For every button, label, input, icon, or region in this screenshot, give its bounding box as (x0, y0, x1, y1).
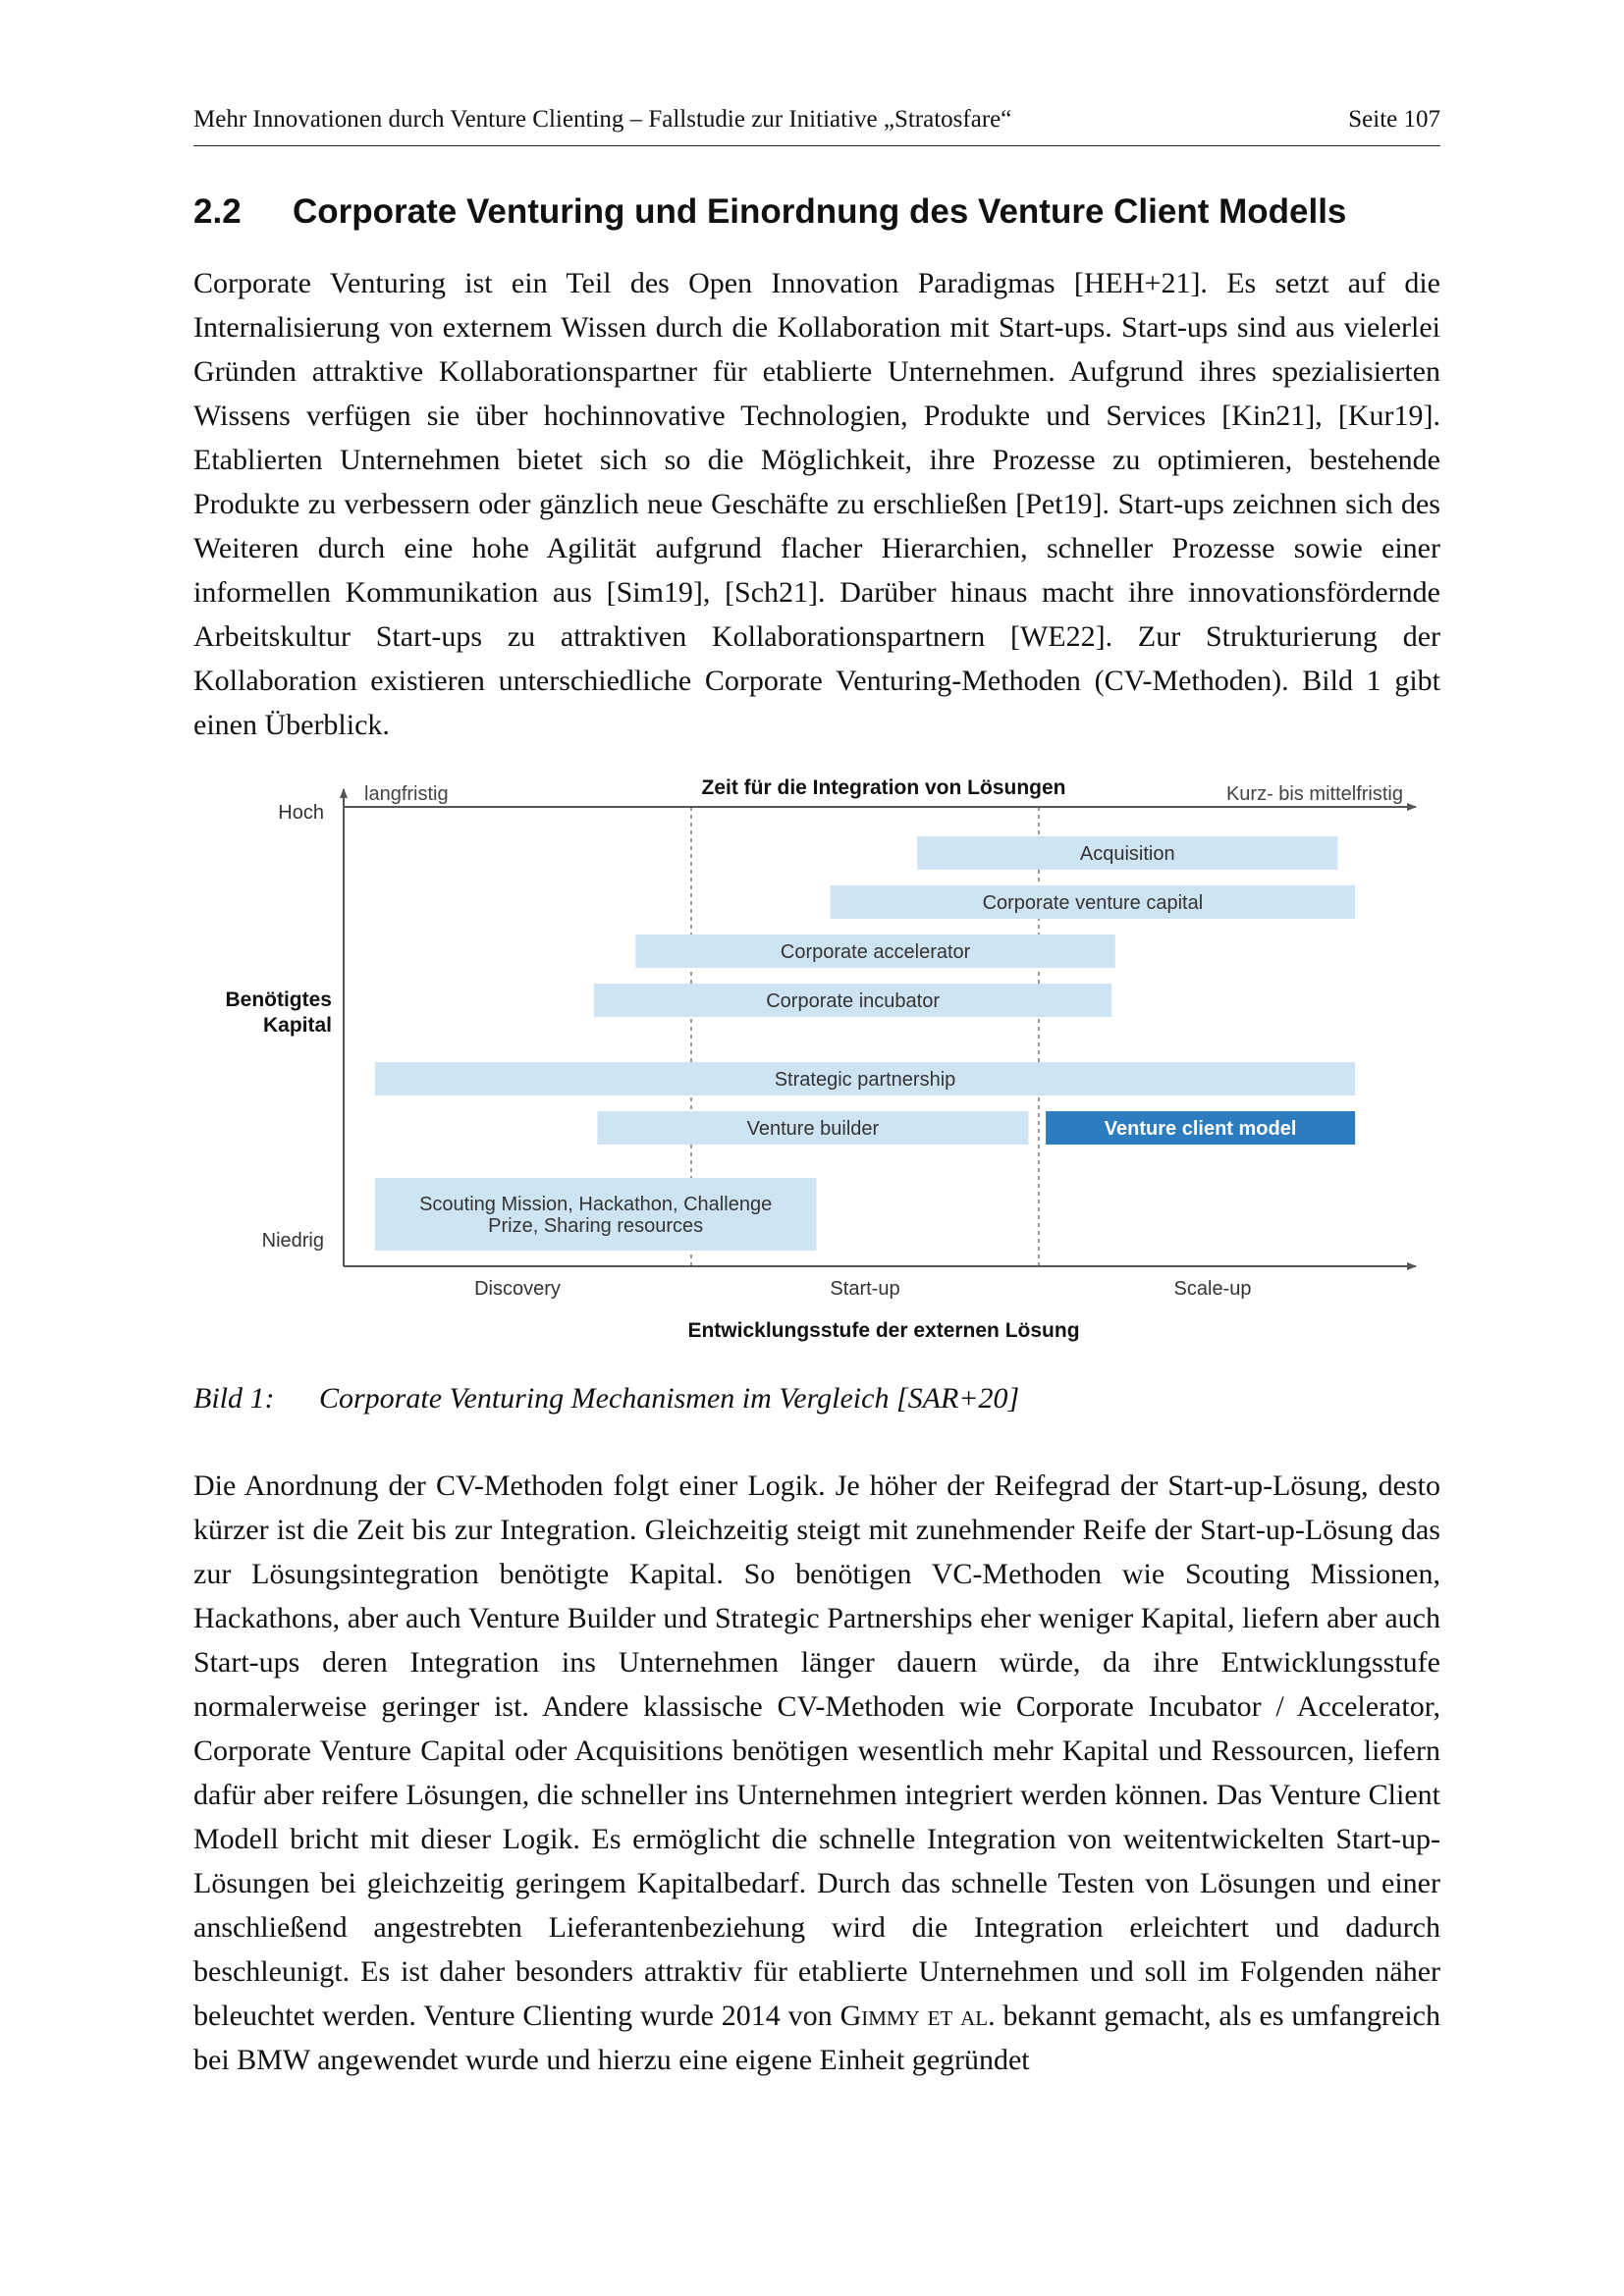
caption-text: Corporate Venturing Mechanismen im Vergleich [SAR+20] (319, 1382, 1020, 1415)
running-header (193, 106, 1440, 146)
paragraph-analysis-text: Die Anordnung der CV-Methoden folgt einer Logik. Je höher der Reifegrad der Start-up-Lösung, desto kürzer ist die Zeit bis zur Integration. Gleichzeitig steigt mit zunehmender Reife der Start-up-Lösung das zur Lösungsintegration benötigte Kapital. So benötigen VC-Methoden wie Scouting Missionen, Hackathons, aber auch Venture Builder und Strategic Partnerships eher weniger Kapital, liefern aber auch Start-ups deren Integration ins Unternehmen länger dauern würde, da ihre Entwicklungsstufe normalerweise geringer ist. Andere klassische CV-Methoden wie Corporate Incubator / Accelerator, Corporate Venture Capital oder Acquisitions benötigen wesentlich mehr Kapital und Ressourcen, liefern dafür aber reifere Lösungen, die schneller ins Unternehmen integriert werden können. Das Venture Client Modell bricht mit dieser Logik. Es ermöglicht die schnelle Integration von weitentwickelten Start-up-Lösungen bei gleichzeitig geringem Kapitalbedarf. Durch das schnelle Testen von Lösungen und einer anschließend angestrebten Lieferantenbeziehung wird die Integration erleichtert und dadurch beschleunigt. Es ist daher besonders attraktiv für etablierte Unternehmen und soll im Folgenden näher beleuchtet werden. Venture Clienting wurde 2014 von (193, 1469, 1440, 2032)
paragraph-analysis-tail: bekannt gemacht, als es umfangreich bei BMW angewendet wurde und hierzu eine eigene Einheit gegründet (193, 2000, 1440, 2076)
cv-mechanisms-chart (193, 766, 1440, 1355)
stage-tick-label: Discovery (474, 1278, 561, 1300)
bar-label: Corporate accelerator (780, 941, 971, 963)
y-axis-label: Benötigtes (225, 988, 332, 1011)
figure-cv-mechanisms (193, 766, 1440, 1355)
bar-label: Prize, Sharing resources (488, 1215, 704, 1237)
section-number: 2.2 (193, 192, 242, 231)
bar-label: Strategic partnership (774, 1069, 956, 1091)
header-title: Mehr Innovationen durch Venture Clienting – Fallstudie zur Initiative „Stratosfare“ (193, 106, 1012, 133)
figure-caption (193, 1382, 1440, 1415)
bar-label: Acquisition (1079, 843, 1175, 865)
time-axis-left-label: langfristig (364, 783, 449, 805)
x-axis-label: Entwicklungsstufe der externen Lösung (687, 1319, 1080, 1342)
stage-tick-label: Scale-up (1173, 1278, 1252, 1300)
time-axis-right-label: Kurz- bis mittelfristig (1225, 783, 1403, 805)
section-title: Corporate Venturing und Einordnung des Venture Client Modells (293, 192, 1347, 231)
caption-label: Bild 1: (193, 1382, 275, 1415)
bar-label: Corporate venture capital (982, 892, 1204, 914)
chart-title: Zeit für die Integration von Lösungen (701, 776, 1066, 799)
paragraph-intro: Corporate Venturing ist ein Teil des Open Innovation Paradigmas [HEH+21]. Es setzt auf die Internalisierung von externem Wissen durch die Kollaboration mit Start-ups. Start-ups sind aus vielerlei Gründen attraktive Kollaborationspartner für etablierte Unternehmen. Aufgrund ihres spezialisierten Wissens verfügen sie über hochinnovative Technologien, Produkte und Services [Kin21], [Kur19]. Etablierten Unternehmen bietet sich so die Möglichkeit, ihre Prozesse zu optimieren, bestehende Produkte zu verbessern oder gänzlich neue Geschäfte zu erschließen [Pet19]. Start-ups zeichnen sich des Weiteren durch eine hohe Agilität aufgrund flacher Hierarchien, schneller Prozesse sowie einer informellen Kommunikation aus [Sim19], [Sch21]. Darüber hinaus macht ihre innovationsfördernde Arbeitskultur Start-ups zu attraktiven Kollaborationspartnern [WE22]. Zur Strukturierung der Kollaboration existieren unterschiedliche Corporate Venturing-Methoden (CV-Methoden). Bild 1 gibt einen Überblick. (193, 267, 1440, 741)
bar-label: Venture builder (746, 1118, 880, 1140)
page-number: Seite 107 (1348, 106, 1440, 133)
section-heading (193, 192, 1440, 232)
y-high-label: Hoch (278, 802, 324, 824)
author-citation: Gimmy et al. (839, 2000, 996, 2032)
bar-label: Corporate incubator (766, 990, 941, 1012)
stage-tick-label: Start-up (830, 1278, 900, 1300)
y-axis-label: Kapital (262, 1014, 332, 1037)
y-low-label: Niedrig (261, 1230, 324, 1252)
bar-label: Venture client model (1104, 1118, 1297, 1140)
bar-label: Scouting Mission, Hackathon, Challenge (419, 1194, 773, 1215)
paragraph-analysis (193, 1464, 1440, 2082)
